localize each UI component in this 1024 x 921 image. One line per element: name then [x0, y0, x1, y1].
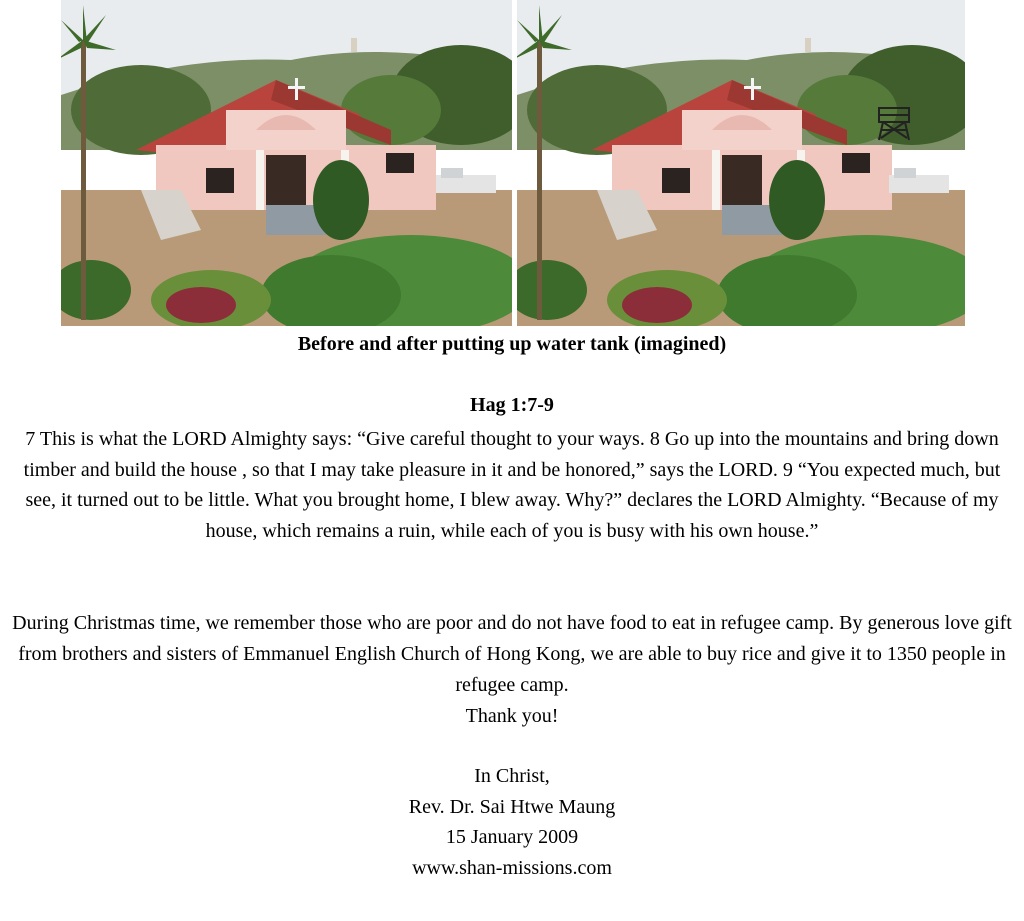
church-after-photo	[517, 0, 965, 326]
church-before-photo	[61, 0, 512, 326]
letter-date: 15 January 2009	[445, 826, 579, 848]
message-paragraph: During Christmas time, we remember those who are poor and do not have food to eat in refugee camp. By generous love gift from brothers and sisters of Emmanuel English Church of Hong Kong, we are able to buy rice and give it to 1350 people in refugee camp.	[12, 612, 1012, 696]
website-link[interactable]: www.shan-missions.com	[412, 856, 612, 879]
scripture-text: 7 This is what the LORD Almighty says: “Give careful thought to your ways. 8 Go up into the mountains and bring down timber and build the house , so that I may take pleasure in it and be honored,” says the LORD. 9 “You expected much, but see, it turned out to be little. What you brought home, I blew away. Why?” declares the LORD Almighty. “Because of my house, which remains a ruin, while each of you is busy with his own house.”	[23, 428, 1001, 542]
author-name: Rev. Dr. Sai Htwe Maung	[408, 795, 616, 818]
photo-caption: Before and after putting up water tank (imagined)	[297, 333, 727, 355]
photo-comparison	[61, 0, 965, 326]
closing-line: In Christ,	[474, 765, 550, 787]
message-block	[12, 608, 1012, 732]
signature-block	[0, 761, 1024, 883]
scripture-reference: Hag 1:7-9	[470, 394, 554, 416]
thank-you-line: Thank you!	[465, 705, 559, 727]
